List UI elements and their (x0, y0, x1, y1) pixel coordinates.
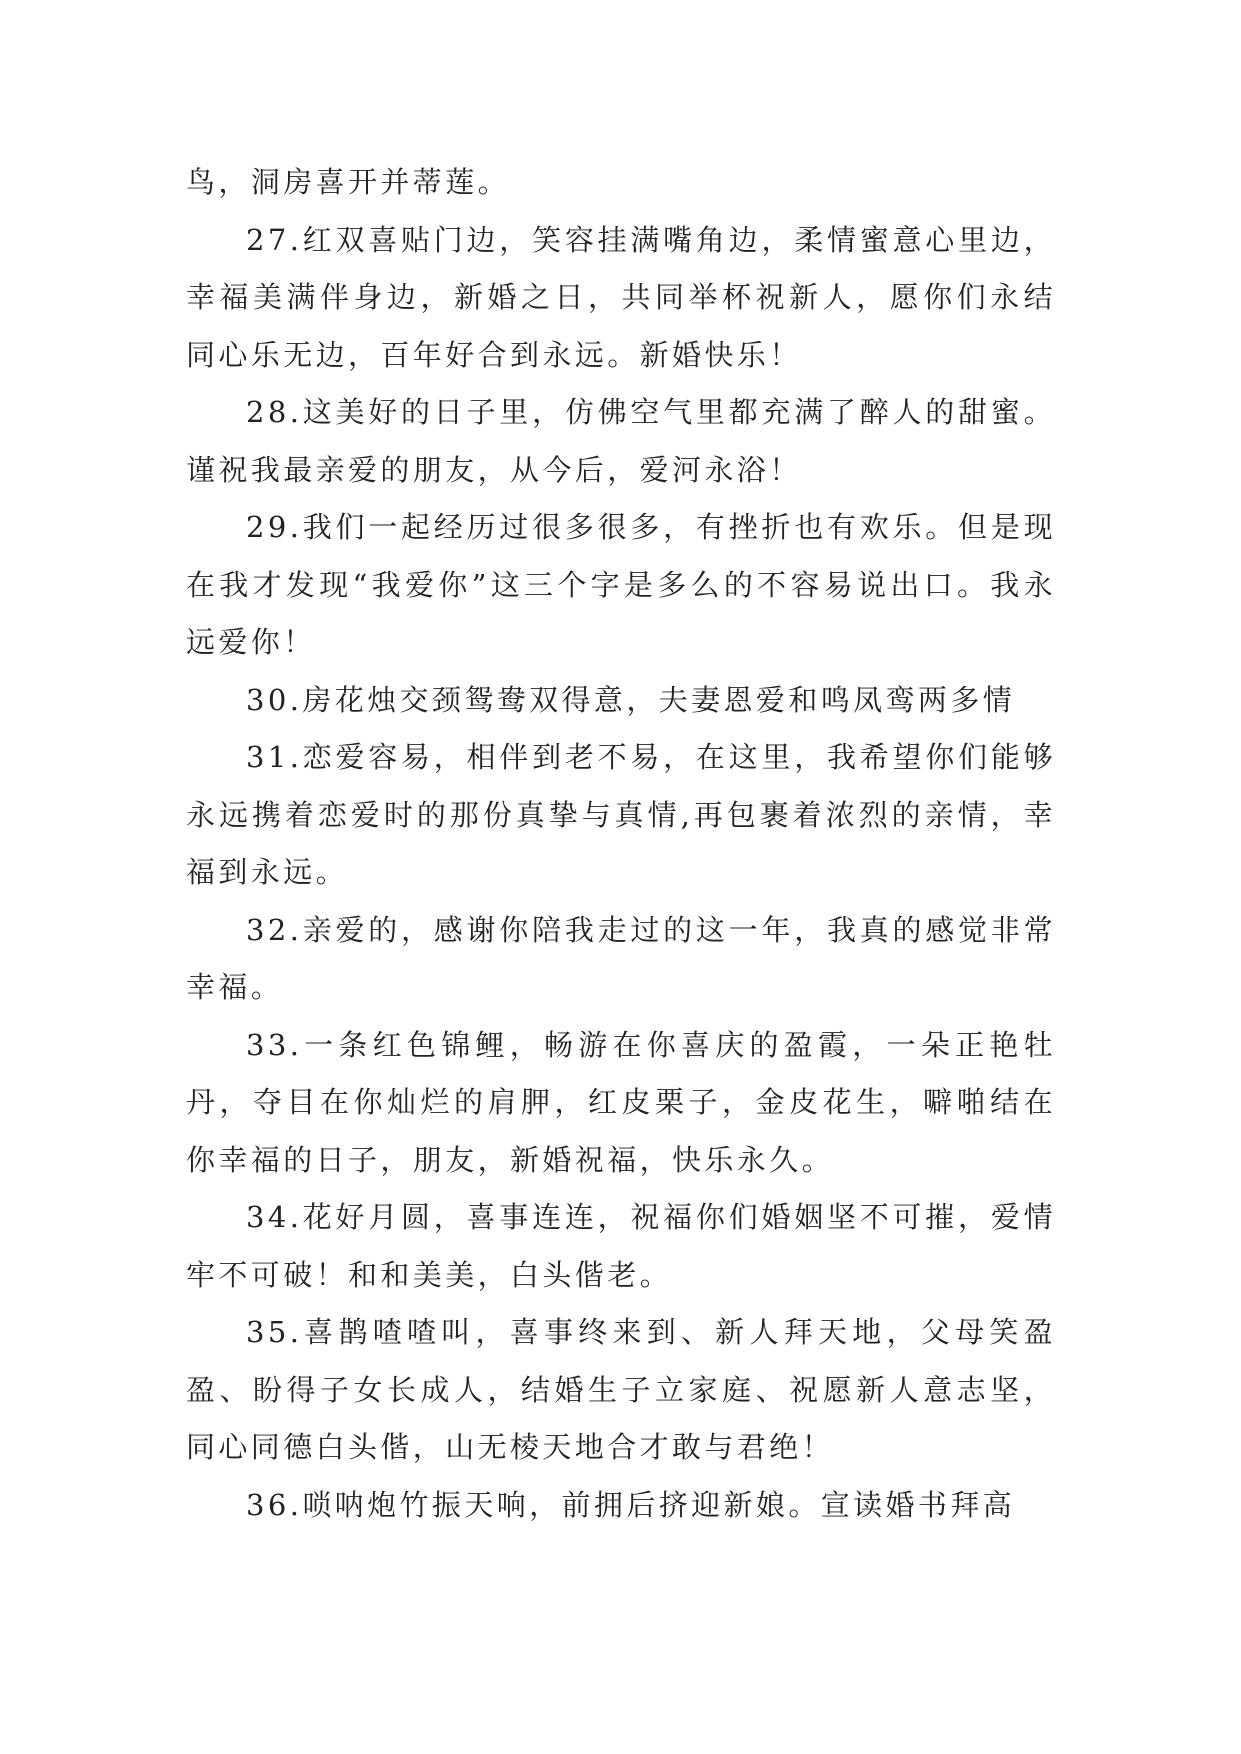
paragraph-28: 28.这美好的日子里，仿佛空气里都充满了醉人的甜蜜。谨祝我最亲爱的朋友，从今后，爱河永浴！ (186, 395, 1056, 487)
paragraph-31: 31.恋爱容易，相伴到老不易，在这里，我希望你们能够永远携着恋爱时的那份真挚与真情,再包裹着浓烈的亲情，幸福到永远。 (186, 740, 1056, 889)
paragraph-29: 29.我们一起经历过很多很多，有挫折也有欢乐。但是现在我才发现“我爱你”这三个字是多么的不容易说出口。我永远爱你！ (186, 510, 1056, 659)
paragraph-27: 27.红双喜贴门边，笑容挂满嘴角边，柔情蜜意心里边，幸福美满伴身边，新婚之日，共同举杯祝新人，愿你们永结同心乐无边，百年好合到永远。新婚快乐！ (186, 222, 1056, 372)
paragraph-30: 30.房花烛交颈鸳鸯双得意，夫妻恩爱和鸣凤鸾两多情 (246, 682, 1016, 717)
paragraph-35: 35.喜鹊喳喳叫，喜事终来到、新人拜天地，父母笑盈盈、盼得子女长成人，结婚生子立家庭、祝愿新人意志坚，同心同德白头偕，山无棱天地合才敢与君绝！ (186, 1315, 1056, 1464)
document-body (186, 154, 1056, 1534)
paragraph-36: 36.唢呐炮竹振天响，前拥后挤迎新娘。宣读婚书拜高 (246, 1487, 1016, 1522)
paragraph-33: 33.一条红色锦鲤，畅游在你喜庆的盈霞，一朵正艳牡丹，夺目在你灿烂的肩胛，红皮栗子，金皮花生，噼啪结在你幸福的日子，朋友，新婚祝福，快乐永久。 (186, 1027, 1056, 1177)
paragraph-32: 32.亲爱的，感谢你陪我走过的这一年，我真的感觉非常幸福。 (186, 912, 1056, 1004)
paragraph-34: 34.花好月圆，喜事连连，祝福你们婚姻坚不可摧，爱情牢不可破！和和美美，白头偕老。 (186, 1200, 1056, 1292)
paragraph-continued: 鸟，洞房喜开并蒂莲。 (186, 165, 511, 199)
